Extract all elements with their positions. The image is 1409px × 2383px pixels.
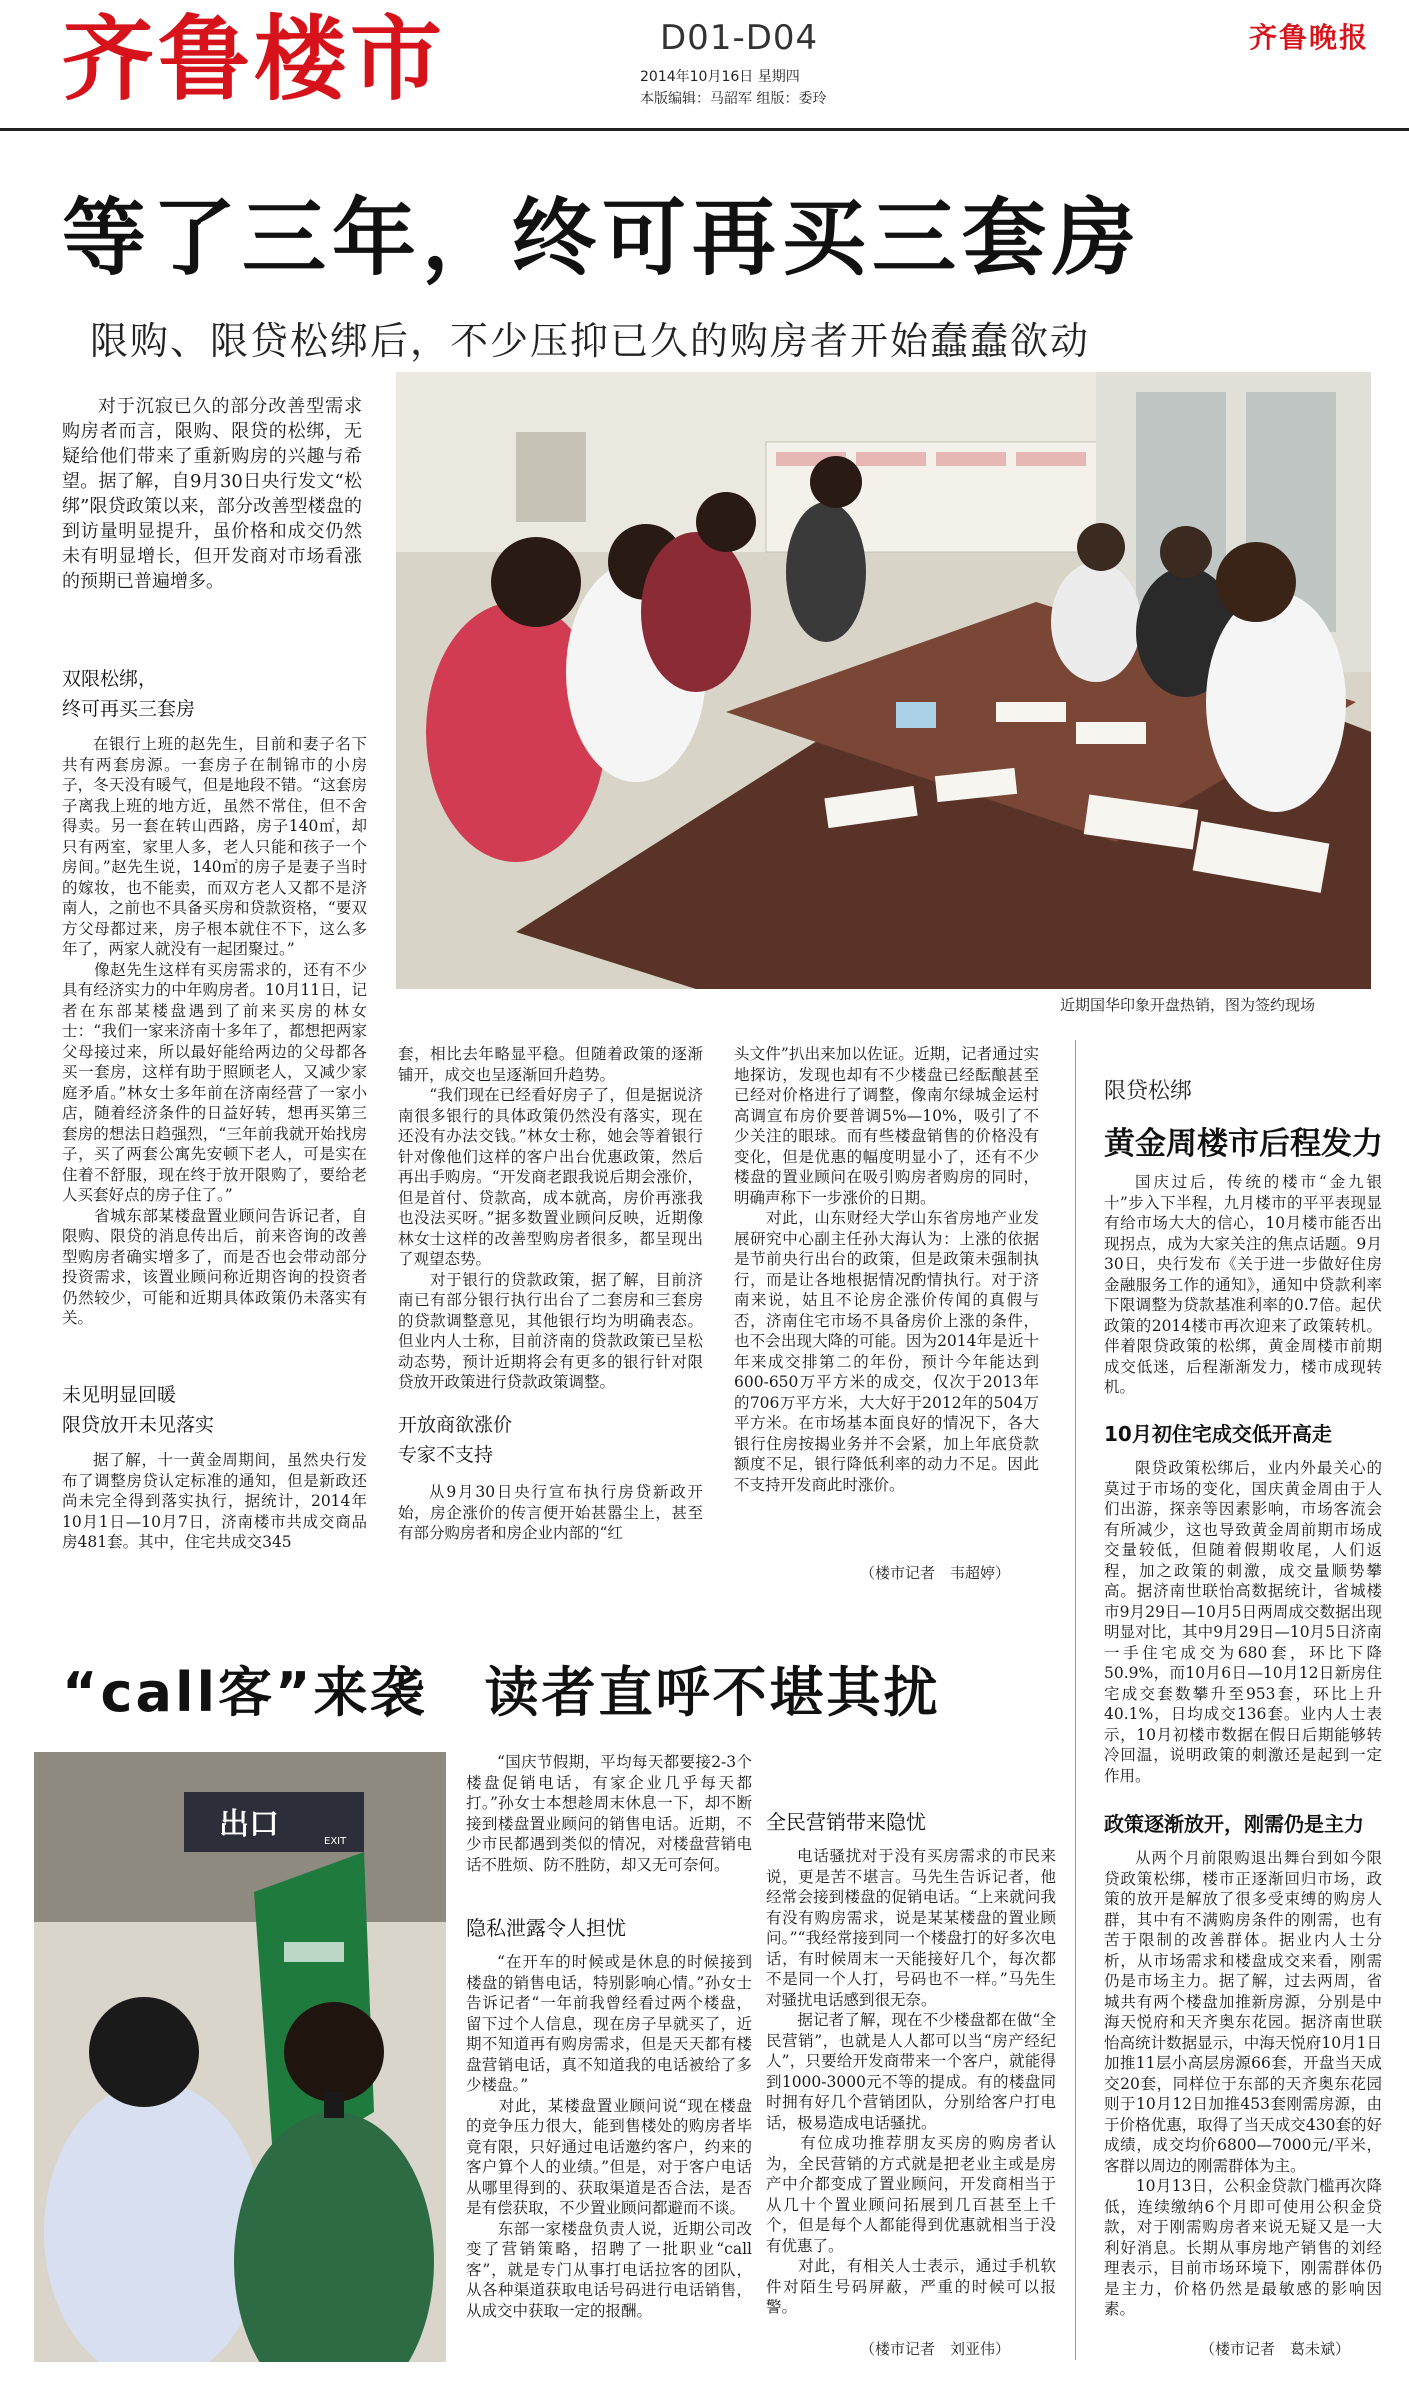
- sidebar-subhead1: 10月初住宅成交低开高走: [1104, 1422, 1332, 1446]
- editors-line: 本版编辑：马韶军 组版：委玲: [640, 91, 827, 107]
- sidebar-body3: 从两个月前限购退出舞台到如今限贷政策松绑，楼市正逐渐回归市场，政策的放开是解放了很多受束缚的购房人群，其中有不满购房条件的刚需，也有苦于限制的改善群体。据业内人士分析，从市场需求和楼盘成交来看，刚需仍是市场主力。据了解，过去两周，省城共有两个楼盘加推新房源，分别是中海天悦府和天齐奥东花园。据济南世联怡高统计数据显示，中海天悦府10月1日加推11层小高层房源66套，开盘当天成交20套，同样位于东部的天齐奥东花园则于10月12日加推453套刚需房源，由于价格优惠，取得了当天成交430套的好成绩，成交均价6800—7000元/平米，客群以周边的刚需群体为主。 10月13日，公积金贷款门槛再次降低，连续缴纳6个月即可使用公积金贷款，对于刚需购房者来说无疑又是一大利好消息。长期从事房地产销售的刘经理表示，目前市场环境下，刚需群体仍是主力，价格仍然是最敏感的影响因素。: [1104, 1849, 1382, 2318]
- section2-subtitle: 限贷放开未见落实: [62, 1414, 215, 1436]
- second-sec1-body: “在开车的时候或是休息的时候接到楼盘的销售电话，特别影响心情。”孙女士告诉记者“一年前我曾经看过两个楼盘，留下过个人信息，现在房子早就买了，近期不知道再有购房需求，但是天天都有楼盘营销电话，真不知道我的电话被给了多少楼盘。” 对此，某楼盘置业顾问说“现在楼盘的竞争压力很大，能到售楼处的购房者毕竟有限，只好通过电话邀约客户，约来的客户算个人的业绩。”但是，对于客户电话从哪里得到的、获取渠道是否合法，是否是有偿获取，不少置业顾问都避而不谈。 东部一家楼盘负责人说，近期公司改变了营销策略，招聘了一批职业“call客”，就是专门从事打电话拉客的团队，从各种渠道获取电话号码进行电话销售，从成交中获取一定的报酬。: [466, 1953, 752, 2320]
- section2-title: 未见明显回暖: [62, 1384, 177, 1406]
- photo-caption: 近期国华印象开盘热销，图为签约现场: [1060, 996, 1316, 1014]
- photo-sign-exit: EXIT: [324, 1836, 347, 1847]
- column3-body: 头文件”扒出来加以佐证。近期，记者通过实地探访，发现也却有不少楼盘已经酝酿甚至已经对价格进行了调整，像南尔绿城金运村高调宣布房价要普调5%—10%，吸引了不少关注的眼球。而有些楼盘销售的价格没有变化，但是优惠的幅度明显小了，还有不少楼盘的置业顾问在吸引购房者购房的同时，明确声称下一步涨价的日期。 对此，山东财经大学山东省房地产业发展研究中心副主任孙大海认为：上涨的依据是节前央行出台的政策，但是政策未强制执行，而是让各地根据情况酌情执行。对于济南来说，姑且不论房企涨价传闻的真假与否，济南住宅市场不具备房价上涨的条件，也不会出现大降的可能。因为2014年是近十年来成交排第二的年份，预计今年能达到600-650万平方米的成交，仅次于2013年的706万平方米，大大好于2012年的504万平方米。在市场基本面良好的情况下，各大银行住房按揭业务并不会紧，加上年底贷款额度不足，银行降低利率的动力不足。因此不支持开发商此时涨价。: [734, 1045, 1039, 1494]
- section1-body: 在银行上班的赵先生，目前和妻子名下共有两套房源。一套房子在制锦市的小房子，冬天没有暖气，但是地段不错。“这套房子离我上班的地方近，虽然不常住，但不舍得卖。另一套在转山西路，房子140㎡，却只有两室，家里人多，老人只能和孩子一个房间。”赵先生说，140㎡的房子是妻子当时的嫁妆，也不能卖，而双方老人又都不是济南人，之前也不具备买房和贷款资格，“要双方父母都过来，房子根本就住不下，这么多年了，两家人就没有一起团聚过。” 像赵先生这样有买房需求的，还有不少具有经济实力的中年购房者。10月11日，记者在东部某楼盘遇到了前来买房的林女士：“我们一家来济南十多年了，都想把两家父母接过来，所以最好能给两边的父母都各买一套房，这样有助于照顾老人，又减少家庭矛盾。”林女士多年前在济南经营了一家小店，随着经济条件的日益好转，想再买第三套房的想法日趋强烈，“三年前我就开始找房子，买了两套公寓先安顿下老人，可是实在住着不舒服，现在终于放开限购了，要给老人买套好点的房子住了。” 省城东部某楼盘置业顾问告诉记者，自限购、限贷的消息传出后，前来咨询的改善型购房者确实增多了，而是否也会带动部分投资需求，该置业顾问称近期咨询的投资者仍然较少，可能和近期具体政策仍未落实有关。: [62, 735, 367, 1327]
- lead-headline: 等了三年，终可再买三套房: [62, 189, 1143, 287]
- signing-scene-photo: [396, 372, 1371, 989]
- column2-body: 套，相比去年略显平稳。但随着政策的逐渐铺开，成交也呈逐渐回升趋势。 “我们现在已经看好房子了，但是据说济南很多银行的具体政策仍然没有落实，现在还没有办法交钱。”林女士称，她会等着银行针对像他们这样的客户出台优惠政策，然后再出手购房。“开发商老跟我说后期会涨价，但是首付、贷款高，成本就高，房价再涨我也没法买呀。”据多数置业顾问反映，近期像林女士这样的改善型购房者很多，都呈现出了观望态势。 对于银行的贷款政策，据了解，目前济南已有部分银行执行出台了二套房和三套房的贷款调整意见，其他银行均为明确表态。但业内人士称，目前济南的贷款政策已呈松动态势，预计近期将会有更多的银行针对限贷放开政策进行贷款政策调整。: [398, 1045, 703, 1391]
- lead-byline: （楼市记者 韦超婷）: [860, 1564, 1011, 1582]
- second-headline: “call客”来袭 读者直呼不堪其扰: [62, 1661, 941, 1724]
- section3-title: 开放商欲涨价: [398, 1414, 513, 1436]
- second-byline: （楼市记者 刘亚伟）: [860, 2340, 1011, 2358]
- section2-body: 据了解，十一黄金周期间，虽然央行发布了调整房贷认定标准的通知，但是新政还尚未完全得到落实执行，据统计，2014年10月1日—10月7日，济南楼市共成交商品房481套。其中，住宅共成交345: [62, 1451, 367, 1551]
- section1-subtitle: 终可再买三套房: [62, 698, 196, 720]
- section-title: 齐鲁楼市: [62, 6, 447, 113]
- date-line: 2014年10月16日 星期四: [640, 69, 800, 85]
- lead-intro: 对于沉寂已久的部分改善型需求购房者而言，限购、限贷的松绑，无疑给他们带来了重新购房的兴趣与希望。据了解，自9月30日央行发文“松绑”限贷政策以来，部分改善型楼盘的到访量明显提升，虽价格和成交仍然未有明显增长，但开发商对市场看涨的预期已普遍增多。: [62, 396, 362, 592]
- sidebar-headline: 黄金周楼市后程发力: [1104, 1126, 1383, 1162]
- second-col1-body: “国庆节假期，平均每天都要接2-3个楼盘促销电话，有家企业几乎每天都打。”孙女士本想趁周末休息一下，却不断接到楼盘置业顾问的销售电话。近期，不少市民都遇到类似的情况，对楼盘营销电话不胜烦、防不胜防，却又无可奈何。: [466, 1753, 752, 1874]
- second-sec2-title: 全民营销带来隐忧: [766, 1810, 926, 1834]
- call-center-photo: [34, 1752, 446, 2362]
- sidebar-body2: 限贷政策松绑后，业内外最关心的莫过于市场的变化，国庆黄金周由于人们出游，探亲等因素影响，市场客流会有所减少，这也导致黄金周前期市场成交量较低，但随着假期收尾，人们返程，加之政策的刺激，成交量顺势攀高。据济南世联怡高数据统计，省城楼市9月29日—10月5日两周成交数据出现明显对比，其中9月29日—10月5日济南一手住宅成交为680套，环比下降50.9%，而10月6日—10月12日新房住宅成交套数攀升至953套，环比上升40.1%，日均成交136套。业内人士表示，10月初楼市数据在假日后期能够转冷回温，说明政策的刺激还是起到一定作用。: [1104, 1459, 1382, 1785]
- section3-subtitle: 专家不支持: [398, 1444, 494, 1466]
- sidebar-body1: 国庆过后，传统的楼市“金九银十”步入下半程，九月楼市的平平表现显有给市场大大的信心，10月楼市能否出现拐点，成为大家关注的焦点话题。9月30日，央行发布《关于进一步做好住房金融服务工作的通知》，通知中贷款利率下限调整为贷款基准利率的0.7倍。起伏政策的2014楼市再次迎来了政策转机。伴着限贷政策的松绑，黄金周楼市前期成交低迷，后程渐渐发力，楼市成现转机。: [1104, 1173, 1382, 1396]
- photo-sign-text: 出口: [219, 1807, 279, 1842]
- masthead-rule: [0, 128, 1409, 131]
- second-sec2-body: 电话骚扰对于没有买房需求的市民来说，更是苦不堪言。马先生告诉记者，他经常会接到楼盘的促销电话。“上来就问我有没有购房需求，说是某某楼盘的置业顾问。”“我经常接到同一个楼盘打的好多次电话，有时候周末一天能接好几个，每次都不是同一个人打，号码也不一样。”马先生对骚扰电话感到很无奈。 据记者了解，现在不少楼盘都在做“全民营销”，也就是人人都可以当“房产经纪人”，只要给开发商带来一个客户，就能得到1000-3000元不等的提成。有的楼盘同时拥有好几个营销团队，分别给客户打电话，极易造成电话骚扰。 有位成功推荐朋友买房的购房者认为，全民营销的方式就是把老业主或是房产中介都变成了置业顾问，开发商相当于从几十个置业顾问拓展到几百甚至上千个，但是每个人都能得到优惠就相当于没有优惠了。 对此，有相关人士表示，通过手机软件对陌生号码屏蔽，严重的时候可以报警。: [766, 1847, 1056, 2316]
- section3-body: 从9月30日央行宣布执行房贷新政开始，房企涨价的传言便开始甚嚣尘上，甚至有部分购房者和房企业内部的“红: [398, 1483, 703, 1542]
- sidebar-kicker: 限贷松绑: [1104, 1079, 1193, 1104]
- sidebar-divider: [1075, 1040, 1076, 2360]
- second-sec1-title: 隐私泄露令人担忧: [466, 1916, 626, 1940]
- sidebar-byline: （楼市记者 葛未斌）: [1200, 2340, 1351, 2358]
- page-range: D01-D04: [660, 18, 819, 58]
- sidebar-subhead2: 政策逐渐放开，刚需仍是主力: [1104, 1812, 1364, 1836]
- section1-title: 双限松绑，: [62, 668, 158, 690]
- lead-subheadline: 限购、限贷松绑后，不少压抑已久的购房者开始蠢蠢欲动: [90, 319, 1091, 363]
- newspaper-logo: 齐鲁晚报: [1248, 21, 1369, 54]
